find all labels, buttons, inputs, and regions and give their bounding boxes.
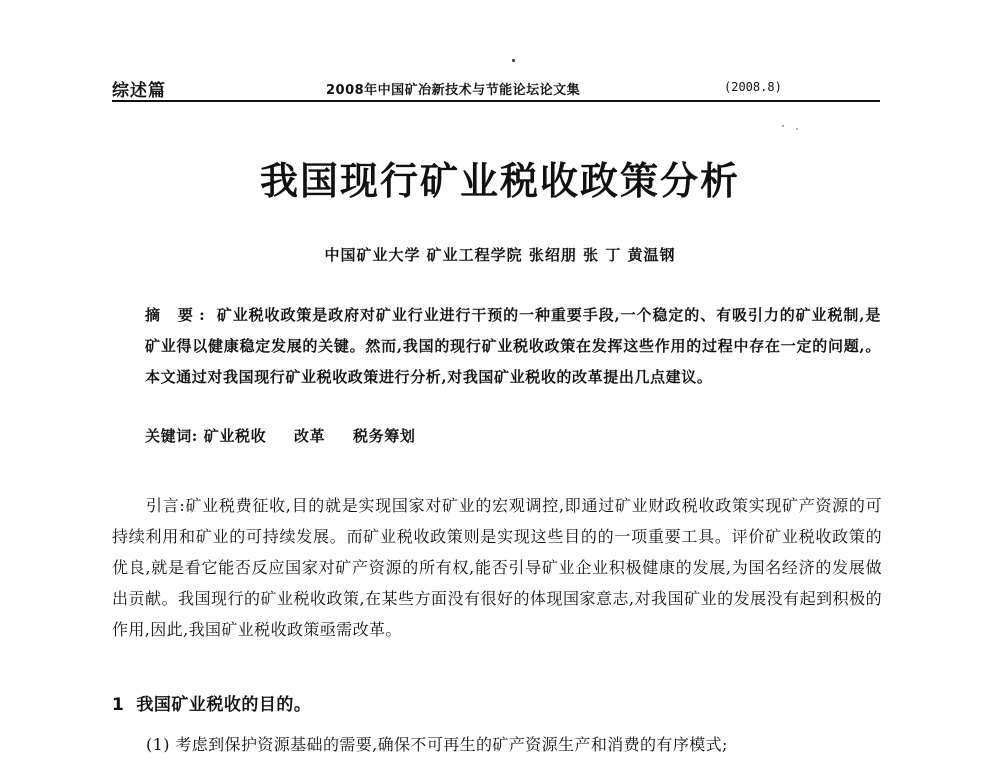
keyword-item: 改革 (294, 427, 326, 445)
section-heading (112, 690, 311, 715)
running-header-date: (2008.8) (724, 80, 782, 94)
keyword-item: 税务筹划 (353, 427, 416, 445)
keywords-label: 关键词: (145, 427, 198, 445)
abstract-label: 摘 要: (145, 306, 211, 324)
section-heading-text: 我国矿业税收的目的。 (136, 695, 312, 715)
section-number: 1 (112, 695, 125, 715)
running-header-section: 综述篇 (112, 81, 166, 101)
scan-speck (512, 59, 515, 62)
scan-speck (796, 128, 798, 130)
paper-title: 我国现行矿业税收政策分析 (259, 158, 740, 203)
abstract-text: 矿业税收政策是政府对矿业行业进行干预的一种重要手段,一个稳定的、有吸引力的矿业税制,是矿业得以健康稳定发展的关键。然而,我国的现行矿业税收政策在发挥这些作用的过程中存在一定的问题,。本文通过对我国现行矿业税收政策进行分析,对我国矿业税收的改革提出几点建议。 (145, 306, 882, 386)
running-header (112, 76, 880, 100)
header-rule (112, 100, 880, 102)
introduction-paragraph: 引言:矿业税费征收,目的就是实现国家对矿业的宏观调控,即通过矿业财政税收政策实现矿产资源的可持续利用和矿业的可持续发展。而矿业税收政策则是实现这些目的的一项重要工具。评价矿业税收政策的优良,就是看它能否反应国家对矿产资源的所有权,能否引导矿业企业积极健康的发展,为国名经济的发展做出贡献。我国现行的矿业税收政策,在某些方面没有很好的体现国家意志,对我国矿业的发展没有起到积极的作用,因此,我国矿业税收政策亟需改革。 (112, 496, 882, 639)
scan-speck (782, 125, 784, 127)
author-line: 中国矿业大学 矿业工程学院 张绍朋 张 丁 黄温钢 (324, 246, 676, 264)
keyword-item: 矿业税收 (203, 427, 267, 445)
list-item: (1) 考虑到保护资源基础的需要,确保不可再生的矿产资源生产和消费的有序模式; (146, 735, 728, 754)
abstract (145, 300, 881, 393)
keywords (145, 425, 881, 446)
running-header-proceedings-title: 2008年中国矿冶新技术与节能论坛论文集 (326, 83, 581, 98)
